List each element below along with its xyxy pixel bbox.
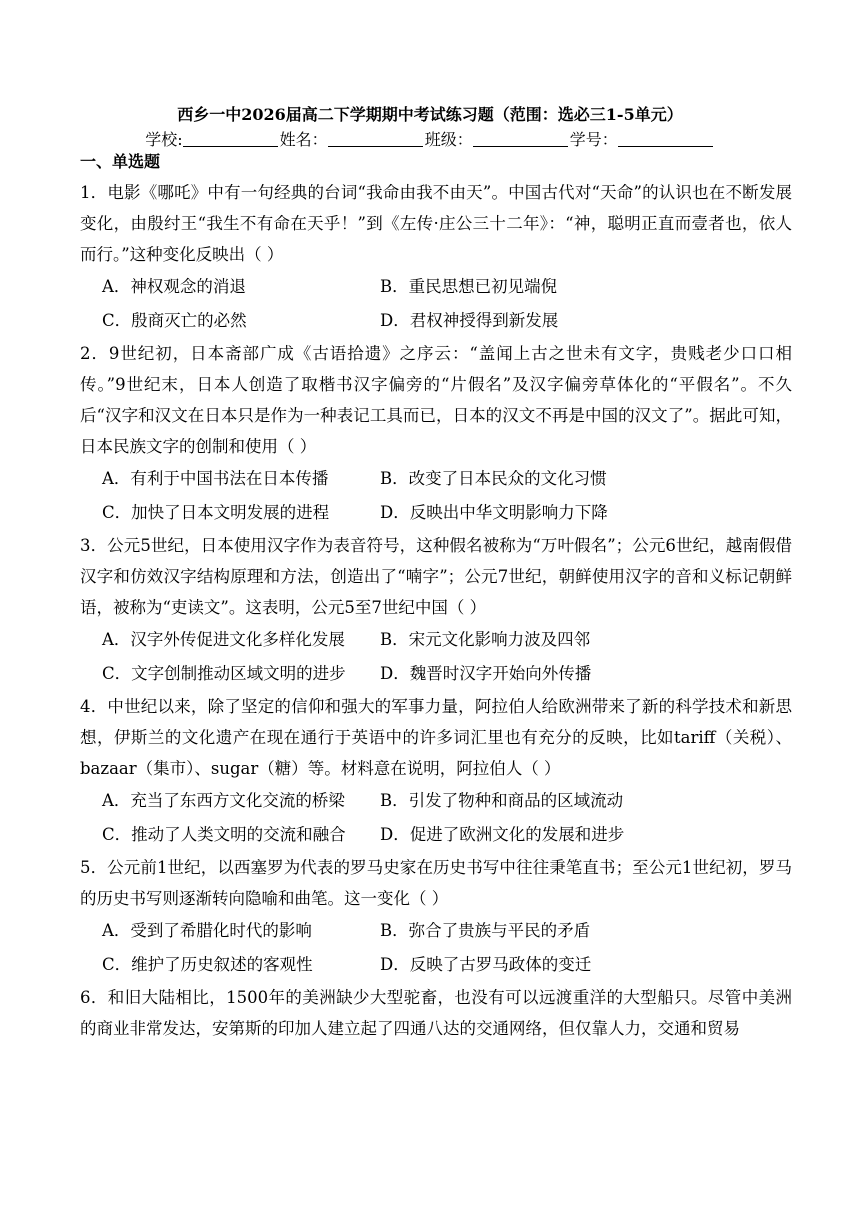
question-5 <box>80 852 792 982</box>
option-c[interactable]: C．推动了人类文明的交流和融合 <box>102 825 346 844</box>
question-stem: 6．和旧大陆相比，1500年的美洲缺少大型驼畜，也没有可以远渡重洋的大型船只。尽管中美洲的商业非常发达，安第斯的印加人建立起了四通八达的交通网络，但仅靠人力，交通和贸易 <box>80 988 792 1038</box>
option-b[interactable]: B．改变了日本民众的文化习惯 <box>380 469 607 488</box>
option-a[interactable]: A．有利于中国书法在日本传播 <box>102 469 329 488</box>
option-b[interactable]: B．宋元文化影响力波及四邻 <box>380 630 591 649</box>
section-title: 一、单选题 <box>80 152 161 171</box>
option-grid <box>80 784 792 852</box>
option-b[interactable]: B．弥合了贵族与平民的矛盾 <box>380 921 591 940</box>
option-a[interactable]: A．汉字外传促进文化多样化发展 <box>102 630 345 649</box>
question-1 <box>80 177 792 338</box>
id-label: 学号： <box>569 130 618 149</box>
class-blank[interactable] <box>473 130 568 147</box>
question-stem: 4．中世纪以来，除了坚定的信仰和强大的军事力量，阿拉伯人给欧洲带来了新的科学技术和新思想，伊斯兰的文化遗产在现在通行于英语中的许多词汇里也有充分的反映，比如tariff（关税）、bazaar（集市）、sugar（糖）等。材料意在说明，阿拉伯人（ ） <box>80 697 792 778</box>
option-d[interactable]: D．君权神授得到新发展 <box>380 311 559 330</box>
name-blank[interactable] <box>328 130 423 147</box>
option-grid <box>80 270 792 338</box>
question-stem: 2．9世纪初，日本斋部广成《古语拾遗》之序云：“盖闻上古之世未有文字，贵贱老少口口相传。”9世纪末，日本人创造了取楷书汉字偏旁的“片假名”及汉字偏旁草体化的“平假名”。不久后“汉字和汉文在日本只是作为一种表记工具而已，日本的汉文不再是中国的汉文了”。据此可知，日本民族文字的创制和使用（ ） <box>80 344 792 456</box>
class-label: 班级： <box>424 130 473 149</box>
school-blank[interactable] <box>183 130 278 147</box>
option-a[interactable]: A．神权观念的消退 <box>102 277 246 296</box>
option-d[interactable]: D．反映了古罗马政体的变迁 <box>380 955 592 974</box>
option-b[interactable]: B．引发了物种和商品的区域流动 <box>380 791 624 810</box>
exam-title: 西乡一中2026届高二下学期期中考试练习题（范围：选必三1-5单元） <box>177 105 683 124</box>
question-3 <box>80 530 792 691</box>
option-d[interactable]: D．促进了欧洲文化的发展和进步 <box>380 825 625 844</box>
option-c[interactable]: C．加快了日本文明发展的进程 <box>102 503 330 522</box>
question-stem: 5．公元前1世纪，以西塞罗为代表的罗马史家在历史书写中往往秉笔直书；至公元1世纪初，罗马的历史书写则逐渐转向隐喻和曲笔。这一变化（ ） <box>80 858 792 908</box>
question-4 <box>80 691 792 852</box>
option-c[interactable]: C．文字创制推动区域文明的进步 <box>102 664 346 683</box>
option-grid <box>80 623 792 691</box>
student-info-line <box>0 128 860 152</box>
id-blank[interactable] <box>618 130 713 147</box>
school-label: 学校: <box>145 130 183 149</box>
option-a[interactable]: A．充当了东西方文化交流的桥梁 <box>102 791 345 810</box>
option-b[interactable]: B．重民思想已初见端倪 <box>380 277 558 296</box>
option-c[interactable]: C．殷商灭亡的必然 <box>102 311 247 330</box>
name-label: 姓名： <box>279 130 328 149</box>
option-a[interactable]: A．受到了希腊化时代的影响 <box>102 921 312 940</box>
question-stem: 3．公元5世纪，日本使用汉字作为表音符号，这种假名被称为“万叶假名”；公元6世纪，越南假借汉字和仿效汉字结构原理和方法，创造出了“喃字”；公元7世纪，朝鲜使用汉字的音和义标记朝鲜语，被称为“吏读文”。这表明，公元5至7世纪中国（ ） <box>80 536 792 617</box>
question-list <box>80 177 792 1044</box>
option-c[interactable]: C．维护了历史叙述的客观性 <box>102 955 313 974</box>
option-grid <box>80 914 792 982</box>
option-d[interactable]: D．魏晋时汉字开始向外传播 <box>380 664 592 683</box>
question-6 <box>80 982 792 1044</box>
question-2 <box>80 338 792 530</box>
question-stem: 1．电影《哪吒》中有一句经典的台词“我命由我不由天”。中国古代对“天命”的认识也在不断发展变化，由殷纣王“我生不有命在天乎！”到《左传·庄公三十二年》：“神，聪明正直而壹者也，依人而行。”这种变化反映出（ ） <box>80 183 792 264</box>
option-d[interactable]: D．反映出中华文明影响力下降 <box>380 503 608 522</box>
option-grid <box>80 462 792 530</box>
